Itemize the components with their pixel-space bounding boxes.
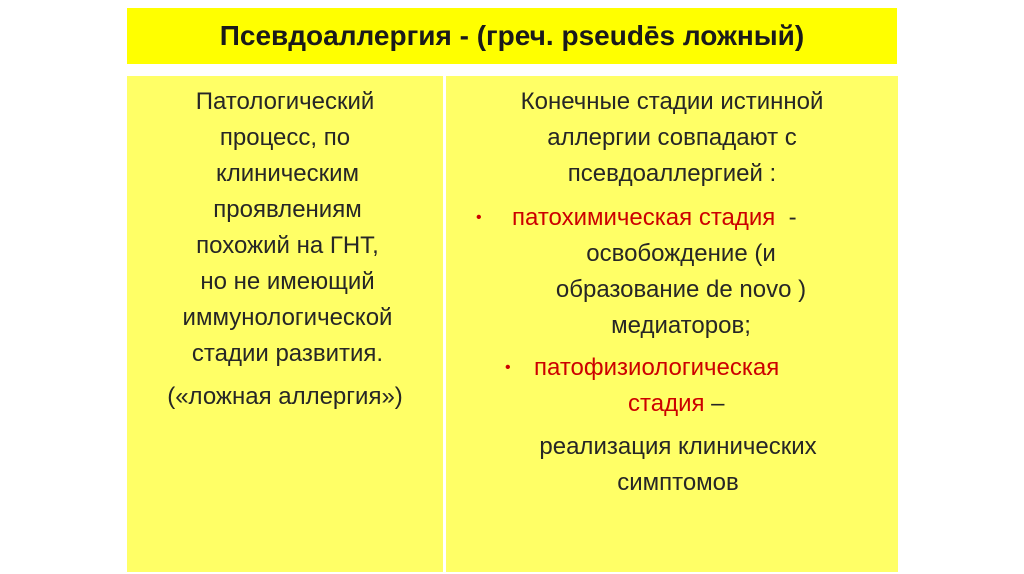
bullet-1-heading: [512, 201, 797, 235]
definition-line: иммунологической: [182, 304, 393, 331]
intro-line: псевдоаллергией :: [567, 160, 777, 187]
definition-note: («ложная аллергия»): [167, 383, 403, 410]
bullet-2-term-end: стадия: [628, 390, 705, 417]
intro-line: аллергии совпадают с: [547, 124, 797, 151]
slide-title: Псевдоаллергия - (греч. pseudēs ложный): [219, 20, 805, 51]
definition-line: процесс, по: [219, 124, 351, 151]
bullet-1-term: патохимическая стадия: [512, 204, 776, 231]
definition-line: похожий на ГНТ,: [196, 232, 379, 259]
bullet-1-line: образование de novo ): [555, 276, 807, 303]
definition-line: стадии развития.: [191, 340, 384, 367]
intro-line: Конечные стадии истинной: [520, 88, 824, 115]
outro-line: реализация клинических: [539, 433, 817, 460]
title-banner: [127, 8, 897, 64]
definition-line: проявлениям: [213, 196, 362, 223]
bullet-1-dash: -: [788, 204, 797, 231]
definition-line: клиническим: [215, 160, 360, 187]
definition-line: Патологический: [195, 88, 375, 115]
bullet-1-line: освобождение (и: [586, 240, 776, 267]
bullet-1-line: медиаторов;: [611, 312, 751, 339]
definition-line: но не имеющий: [200, 268, 375, 295]
bullet-marker: •: [476, 209, 482, 226]
bullet-marker: •: [505, 359, 511, 376]
bullet-2-dash: –: [711, 390, 725, 417]
bullet-2-term: патофизиологическая: [534, 354, 780, 381]
outro-line: симптомов: [617, 469, 739, 496]
bullet-2-term-continued: [628, 387, 725, 421]
